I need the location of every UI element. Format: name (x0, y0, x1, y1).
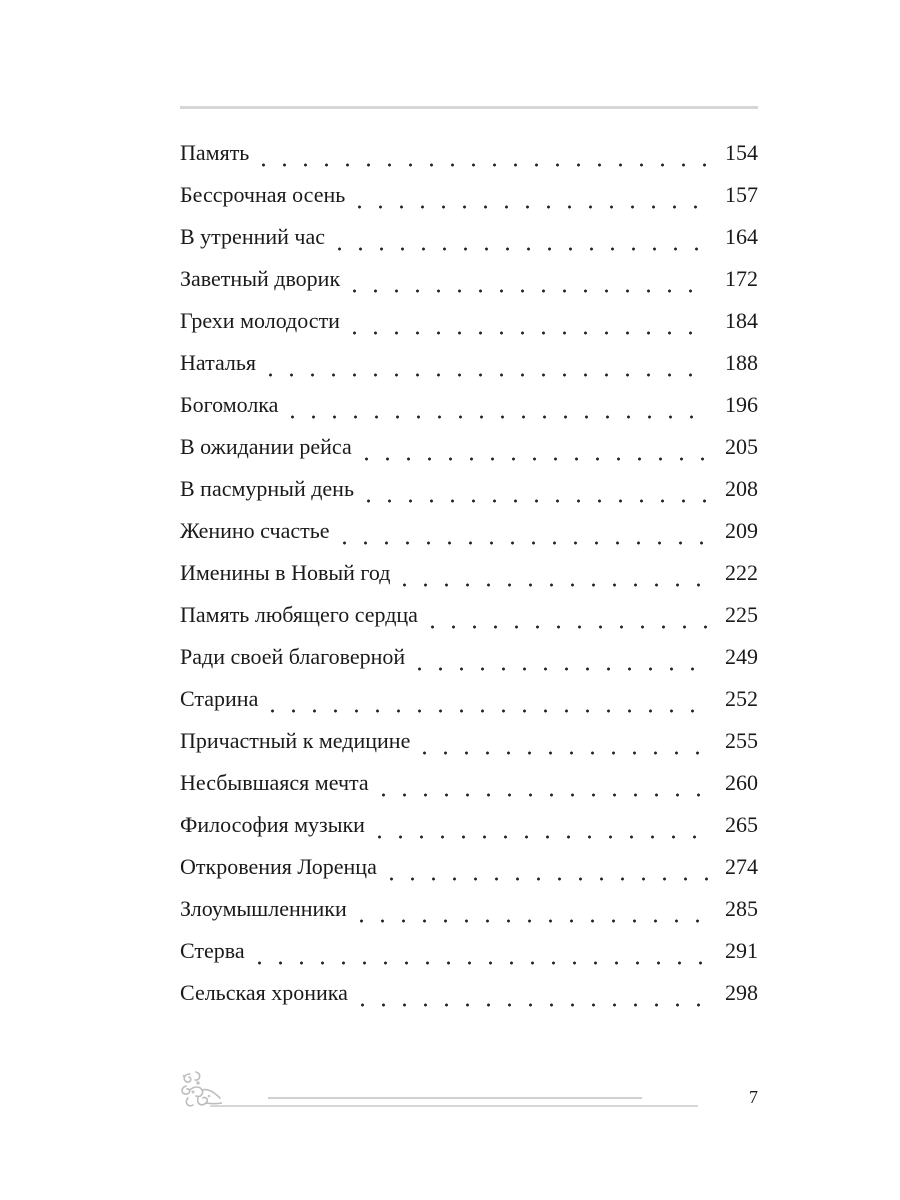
dot-leader (260, 342, 710, 384)
toc-entry (180, 132, 758, 174)
toc-entry-page: 172 (725, 266, 758, 291)
toc-entry (180, 888, 758, 930)
toc-entry (180, 300, 758, 342)
toc-entry (180, 174, 758, 216)
toc-entry-page: 260 (725, 770, 758, 795)
toc-entry (180, 846, 758, 888)
footer-divider (210, 1105, 698, 1107)
dot-leader (282, 384, 710, 426)
toc-entry-title: Заветный дворик (180, 266, 341, 291)
dot-leader (373, 762, 710, 804)
dot-leader (344, 300, 710, 342)
top-divider (180, 106, 758, 109)
toc-entry-page: 154 (725, 140, 758, 165)
toc-entry-title: Старина (180, 686, 259, 711)
toc-entry-title: Грехи молодости (180, 308, 340, 333)
toc-entry (180, 762, 758, 804)
toc-entry-title: Философия музыки (180, 812, 365, 837)
dot-leader (249, 930, 710, 972)
toc-entry-page: 291 (725, 938, 758, 963)
dot-leader (329, 216, 710, 258)
toc-entry-page: 265 (725, 812, 758, 837)
toc-entry-page: 298 (725, 980, 758, 1005)
toc-entry-title: Причастный к медицине (180, 728, 411, 753)
toc-entry (180, 216, 758, 258)
dot-leader (369, 804, 710, 846)
toc-entry (180, 678, 758, 720)
toc-entry-title: В ожидании рейса (180, 434, 352, 459)
toc-entry-title: Злоумышленники (180, 896, 347, 921)
dot-leader (352, 972, 710, 1014)
toc-entry-page: 208 (725, 476, 758, 501)
toc-entry (180, 636, 758, 678)
toc-entry-page: 225 (725, 602, 758, 627)
toc-entry-page: 188 (725, 350, 758, 375)
toc-entry-page: 252 (725, 686, 758, 711)
toc-entry-title: В пасмурный день (180, 476, 354, 501)
toc-entry (180, 804, 758, 846)
toc-entry-title: Наталья (180, 350, 257, 375)
dot-leader (381, 846, 710, 888)
toc-entry-page: 209 (725, 518, 758, 543)
toc-entry-page: 184 (725, 308, 758, 333)
footer-divider (268, 1097, 642, 1099)
dot-leader (334, 510, 710, 552)
toc-entry (180, 468, 758, 510)
dot-leader (422, 594, 710, 636)
dot-leader (358, 468, 710, 510)
toc-entry-title: Бессрочная осень (180, 182, 346, 207)
toc-entry-title: Именины в Новый год (180, 560, 391, 585)
toc-entry-title: Сельская хроника (180, 980, 348, 1005)
toc-entry (180, 972, 758, 1014)
toc-entry-page: 249 (725, 644, 758, 669)
toc-entry-page: 164 (725, 224, 758, 249)
toc-entry-page: 255 (725, 728, 758, 753)
toc-entry (180, 342, 758, 384)
dot-leader (253, 132, 710, 174)
dot-leader (351, 888, 710, 930)
dot-leader (262, 678, 710, 720)
toc-entry-title: Откровения Лоренца (180, 854, 377, 879)
toc-entry-page: 157 (725, 182, 758, 207)
toc-entry-page: 205 (725, 434, 758, 459)
page-number: 7 (749, 1087, 758, 1107)
toc-entry (180, 720, 758, 762)
toc-entry-title: В утренний час (180, 224, 326, 249)
toc-entry-page: 222 (725, 560, 758, 585)
dot-leader (344, 258, 710, 300)
dot-leader (349, 174, 710, 216)
toc-entry (180, 258, 758, 300)
toc-entry (180, 930, 758, 972)
table-of-contents (180, 132, 758, 1014)
dot-leader (356, 426, 710, 468)
dot-leader (414, 720, 710, 762)
toc-entry-title: Память любящего сердца (180, 602, 418, 627)
toc-entry-title: Память (180, 140, 250, 165)
dot-leader (394, 552, 710, 594)
dot-leader (409, 636, 710, 678)
toc-entry-title: Стерва (180, 938, 245, 963)
toc-entry (180, 510, 758, 552)
toc-entry-page: 274 (725, 854, 758, 879)
toc-entry (180, 552, 758, 594)
toc-entry (180, 384, 758, 426)
toc-entry-page: 196 (725, 392, 758, 417)
toc-entry-title: Ради своей благоверной (180, 644, 406, 669)
toc-entry-page: 285 (725, 896, 758, 921)
toc-entry-title: Несбывшаяся мечта (180, 770, 369, 795)
toc-entry-title: Женино счастье (180, 518, 330, 543)
floral-ornament-icon (176, 1068, 222, 1110)
toc-entry (180, 594, 758, 636)
toc-entry (180, 426, 758, 468)
toc-entry-title: Богомолка (180, 392, 279, 417)
